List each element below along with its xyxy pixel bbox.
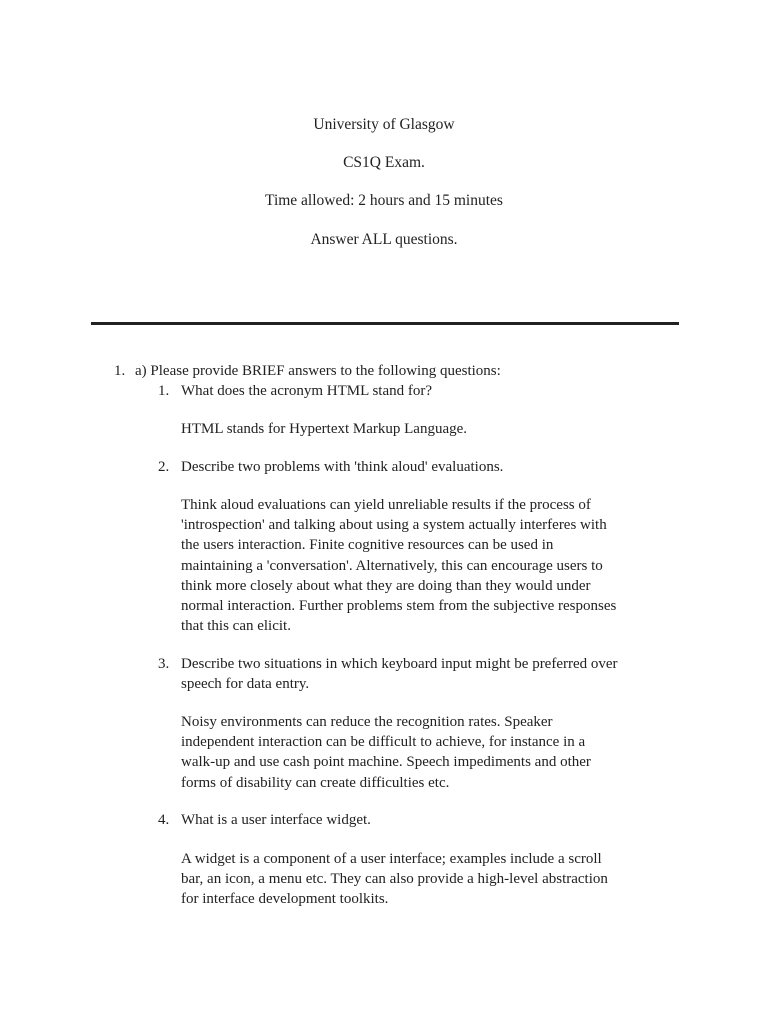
answer-line: HTML stands for Hypertext Markup Language. bbox=[181, 421, 468, 437]
divider-rule bbox=[91, 322, 679, 325]
time-allowed: Time allowed: 2 hours and 15 minutes bbox=[265, 192, 503, 209]
question-line: Describe two situations in which keyboard input might be preferred over bbox=[181, 656, 618, 672]
question-line: speech for data entry. bbox=[181, 676, 310, 693]
answer-line: bar, an icon, a menu etc. They can also provide a high-level abstraction bbox=[181, 871, 608, 888]
answer-text bbox=[181, 849, 681, 910]
answer-line: the users interaction. Finite cognitive resources can be used in bbox=[181, 537, 554, 554]
question-number: 1. bbox=[114, 363, 126, 379]
sub-question-text bbox=[181, 457, 681, 477]
question-intro: a) Please provide BRIEF answers to the following questions: bbox=[135, 363, 501, 379]
question-line: What is a user interface widget. bbox=[181, 812, 371, 828]
answer-text bbox=[181, 419, 681, 439]
answer-text bbox=[181, 495, 681, 636]
exam-title: CS1Q Exam. bbox=[343, 154, 425, 171]
answer-text bbox=[181, 712, 681, 793]
university-name: University of Glasgow bbox=[313, 116, 455, 133]
question-line: Describe two problems with 'think aloud' evaluations. bbox=[181, 459, 504, 475]
answer-line: forms of disability can create difficulties etc. bbox=[181, 774, 450, 791]
answer-line: normal interaction. Further problems stem from the subjective responses bbox=[181, 598, 617, 615]
sub-question-number: 4. bbox=[158, 812, 170, 828]
answer-line: walk-up and use cash point machine. Speech impediments and other bbox=[181, 754, 591, 771]
answer-line: Noisy environments can reduce the recognition rates. Speaker bbox=[181, 714, 553, 730]
answer-line: Think aloud evaluations can yield unreliable results if the process of bbox=[181, 497, 591, 513]
answer-line: independent interaction can be difficult to achieve, for instance in a bbox=[181, 734, 586, 751]
sub-question-text bbox=[181, 810, 681, 830]
sub-question-number: 1. bbox=[158, 383, 170, 399]
answer-line: that this can elicit. bbox=[181, 618, 291, 635]
sub-question-number: 3. bbox=[158, 656, 170, 672]
sub-question-text bbox=[181, 654, 681, 694]
answer-line: 'introspection' and talking about using a system actually interferes with bbox=[181, 517, 607, 534]
sub-question-text bbox=[181, 381, 681, 401]
answer-line: for interface development toolkits. bbox=[181, 891, 389, 908]
answer-line: maintaining a 'conversation'. Alternatively, this can encourage users to bbox=[181, 557, 603, 574]
question-line: What does the acronym HTML stand for? bbox=[181, 383, 433, 399]
answer-line: A widget is a component of a user interface; examples include a scroll bbox=[181, 851, 602, 867]
instruction: Answer ALL questions. bbox=[310, 231, 458, 248]
sub-question-number: 2. bbox=[158, 459, 170, 475]
answer-line: think more closely about what they are doing than they would under bbox=[181, 577, 591, 594]
